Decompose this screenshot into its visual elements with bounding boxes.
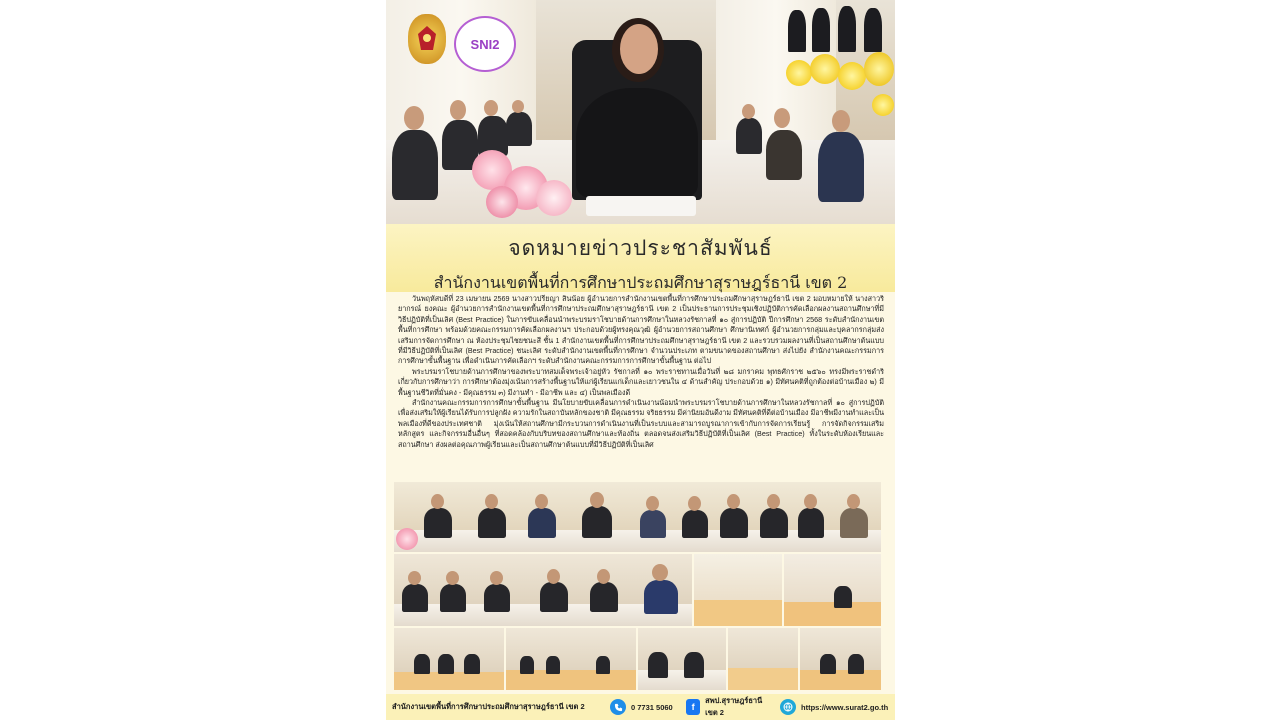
gallery-photo [728, 628, 798, 690]
newsletter-title: จดหมายข่าวประชาสัมพันธ์ [508, 236, 773, 260]
organization-title: สำนักงานเขตพื้นที่การศึกษาประถมศึกษาสุราษฎร์ธานี เขต 2 [433, 273, 848, 292]
team-member [788, 10, 806, 52]
attendee-head [742, 104, 755, 119]
yellow-flower [786, 60, 812, 86]
attendee-head [404, 106, 424, 130]
gallery-photo [784, 554, 881, 626]
attendee [506, 112, 532, 146]
seal-logo-icon [408, 14, 446, 64]
footer-bar [386, 694, 895, 720]
yellow-flower [810, 54, 840, 84]
gallery-photo [394, 628, 504, 690]
attendee [766, 130, 802, 180]
attendee [818, 132, 864, 202]
photo-gallery [394, 482, 881, 690]
gallery-photo [800, 628, 881, 690]
team-member [864, 8, 882, 52]
website-url: https://www.surat2.go.th [801, 702, 889, 712]
paragraph-1: วันพฤหัสบดีที่ 23 เมษายน 2569 นางสาวปรียญา สินน้อย ผู้อำนวยการสำนักงานเขตพื้นที่การศึกษาประถมศึกษาสุราษฎร์ธานี เขต 2 มอบหมายให้ นางสาวริยากรณ์ ยงคณะ ผู้อำนวยการสำนักงานเขตพื้นที่การศึกษาประถมศึกษาสุราษฎร์ธานี เขต 2 เป็นประธานการประชุมเชิงปฏิบัติการคัดเลือกผลงานสถานศึกษาที่มีวิธีปฏิบัติที่เป็นเลิศ (Best Practice) ในการขับเคลื่อนนำพระบรมราโชบายด้านการศึกษาในหลวงรัชกาลที่ ๑๐ สู่การปฏิบัติ ปีการศึกษา 2568 ระดับสำนักงานเขตพื้นที่การศึกษา พร้อมด้วยคณะกรรมการคัดเลือกผลงานฯ ประกอบด้วยผู้ทรงคุณวุฒิ ผู้อำนวยการสถานศึกษา ศึกษานิเทศก์ ผู้อำนวยการกลุ่มและบุคลากรกลุ่มส่งเสริมการจัดการศึกษา ณ ห้องประชุมไชยชนะสี ชั้น 1 สำนักงานเขตพื้นที่การศึกษาประถมศึกษาสุราษฎร์ธานี เขต 2 และรวบรวมผลงานที่เป็นสถานศึกษาต้นแบบที่มีวิธีปฏิบัติที่เป็นเลิศ (Best Practice) ชนะเลิศ ระดับสำนักงานเขตพื้นที่การศึกษา จำนวนประเภท ตามขนาดของสถานศึกษา ส่งไปยัง สำนักงานคณะกรรมการการศึกษาขั้นพื้นฐาน เพื่อดำเนินการคัดเลือกฯ ระดับสำนักงานคณะกรรมการการศึกษาขั้นพื้นฐาน ต่อไป [398, 294, 884, 366]
desk-papers [586, 196, 696, 216]
phone-icon [610, 699, 626, 715]
sni2-logo-icon [454, 16, 516, 72]
gallery-photo [506, 628, 636, 690]
gallery-photo [638, 628, 726, 690]
yellow-flower [872, 94, 894, 116]
gallery-photo [394, 554, 692, 626]
attendee-head [450, 100, 466, 120]
attendee [392, 130, 438, 200]
paragraph-3: สำนักงานคณะกรรมการการศึกษาขั้นพื้นฐาน มีนโยบายขับเคลื่อนการดำเนินงานน้อมนำพระบรมราโชบายด้านการศึกษาในหลวงรัชกาลที่ ๑๐ สู่การปฏิบัติ เพื่อส่งเสริมให้ผู้เรียนได้รับการปลูกฝัง ความรักในสถาบันหลักของชาติ มีคุณธรรม จริยธรรม มีค่านิยมอันดีงาม มีทัศนคติที่ดีต่อบ้านเมือง มีอาชีพมีงานทำและเป็นพลเมืองที่ดีของประเทศชาติ มุ่งเน้นให้สถานศึกษามีกระบวนการดำเนินงานที่เป็นระบบและสามารถบูรณาการเข้ากับการจัดการเรียนรู้ การจัดกิจกรรมเสริมหลักสูตร และกิจกรรมอื่นอื่นๆ ที่สอดคล้องกับบริบทของสถานศึกษาและท้องถิ่น ตลอดจนส่งเสริมวิธีปฏิบัติที่เป็นเลิศ (Best Practice) ทั้งในระดับห้องเรียนและสถานศึกษา ส่งผลต่อคุณภาพผู้เรียนและเป็นสถานศึกษาต้นแบบที่มีวิธีปฏิบัติที่เป็นเลิศ [398, 398, 884, 449]
team-member [812, 8, 830, 52]
chairperson [576, 88, 698, 198]
hero-photo [386, 0, 895, 224]
yellow-flower [864, 52, 894, 86]
yellow-flower [838, 62, 866, 90]
footer-facebook[interactable] [686, 695, 774, 719]
attendee-head [484, 100, 498, 116]
facebook-icon: f [686, 699, 700, 715]
footer-org: สำนักงานเขตพื้นที่การศึกษาประถมศึกษาสุราษฎร์ธานี เขต 2 [392, 702, 585, 711]
article-body [398, 294, 884, 450]
newsletter-poster [386, 0, 895, 720]
attendee [736, 118, 762, 154]
attendee-head [774, 108, 790, 128]
web-icon [780, 699, 796, 715]
gallery-photo [394, 482, 881, 552]
attendee-head [512, 100, 524, 113]
flower [536, 180, 572, 216]
chairperson-face [620, 24, 658, 74]
sni2-logo-text: SNI2 [470, 36, 500, 52]
footer-phone [610, 699, 680, 715]
team-member [838, 6, 856, 52]
paragraph-2: พระบรมราโชบายด้านการศึกษาของพระบาทสมเด็จพระเจ้าอยู่หัว รัชกาลที่ ๑๐ พระราชทานเมื่อวันที่ ๒๘ มกราคม พุทธศักราช ๒๕๖๐ ทรงมีพระราชดำริเกี่ยวกับการศึกษาว่า การศึกษาต้องมุ่งเน้นการสร้างพื้นฐานให้แก่ผู้เรียนแก่เด็กและเยาวชนใน ๔ ด้านสำคัญ ประกอบด้วย ๑) มีทัศนคติที่ถูกต้องต่อบ้านเมือง ๒) มีพื้นฐานชีวิตที่มั่นคง - มีคุณธรรม ๓) มีงานทำ - มีอาชีพ และ ๔) เป็นพลเมืองดี [398, 366, 884, 397]
facebook-page: สพป.สุราษฎร์ธานี เขต 2 [705, 696, 763, 717]
attendee-head [832, 110, 850, 132]
title-band [386, 224, 895, 292]
footer-website[interactable] [780, 699, 888, 715]
flower [486, 186, 518, 218]
phone-number: 0 7731 5060 [631, 702, 673, 712]
gallery-photo [694, 554, 782, 626]
